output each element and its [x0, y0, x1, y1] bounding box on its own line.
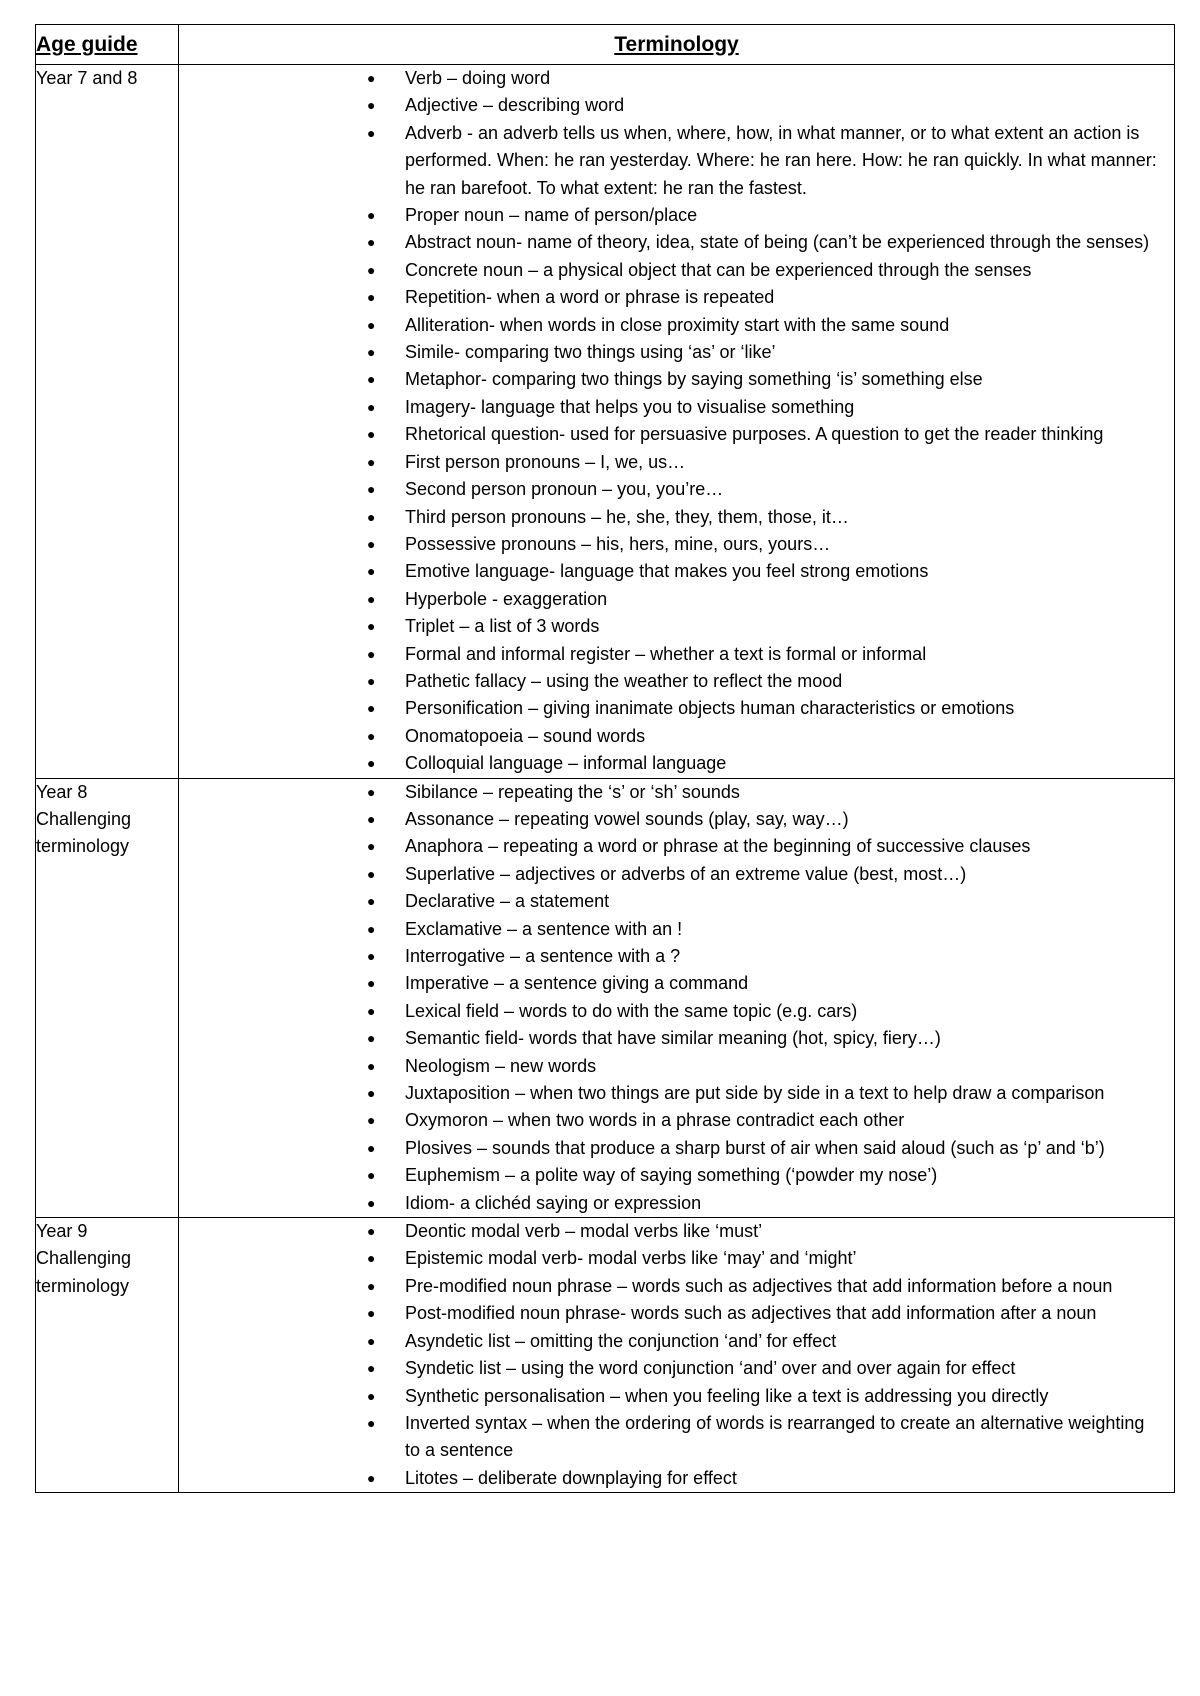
bullet-icon: ●	[367, 316, 376, 333]
bullet-icon: ●	[367, 645, 376, 662]
age-guide-header: Age guide	[36, 25, 179, 65]
term-definition: Pre-modified noun phrase – words such as adjectives that add information before a noun	[405, 1275, 1113, 1296]
term-definition: Simile- comparing two things using ‘as’ or ‘like’	[405, 342, 776, 363]
bullet-icon: ●	[367, 1112, 376, 1129]
term-definition: Triplet – a list of 3 words	[405, 616, 600, 637]
term-definition: Idiom- a clichéd saying or expression	[405, 1192, 702, 1213]
term-definition: Personification – giving inanimate objects human characteristics or emotions	[405, 698, 1015, 719]
age-guide-label: terminology	[36, 836, 130, 857]
bullet-icon: ●	[367, 1360, 376, 1377]
term-definition: Anaphora – repeating a word or phrase at the beginning of successive clauses	[405, 836, 1031, 857]
list-item	[179, 806, 1174, 833]
list-item	[179, 229, 1174, 256]
bullet-icon: ●	[367, 1194, 376, 1211]
list-item	[179, 476, 1174, 503]
term-definition: Syndetic list – using the word conjunction ‘and’ over and over again for effect	[405, 1358, 1016, 1379]
age-guide-label: terminology	[36, 1275, 130, 1296]
list-item	[179, 449, 1174, 476]
terminology-list	[179, 779, 1174, 1218]
bullet-icon: ●	[367, 1469, 376, 1486]
bullet-icon: ●	[367, 672, 376, 689]
table-row	[36, 1218, 1175, 1493]
list-item	[179, 1025, 1174, 1052]
bullet-icon: ●	[367, 344, 376, 361]
bullet-icon: ●	[367, 727, 376, 744]
term-definition: Emotive language- language that makes you feel strong emotions	[405, 561, 929, 582]
term-definition: Assonance – repeating vowel sounds (play, say, way…)	[405, 808, 849, 829]
list-item	[179, 1218, 1174, 1245]
term-definition: Abstract noun- name of theory, idea, state of being (can’t be experienced through the senses)	[405, 232, 1150, 253]
term-definition: Asyndetic list – omitting the conjunction ‘and’ for effect	[405, 1330, 837, 1351]
list-item	[179, 1355, 1174, 1382]
list-item	[179, 586, 1174, 613]
bullet-icon: ●	[367, 289, 376, 306]
list-item	[179, 394, 1174, 421]
bullet-icon: ●	[367, 920, 376, 937]
term-definition: Imagery- language that helps you to visualise something	[405, 396, 855, 417]
list-item	[179, 970, 1174, 997]
age-guide-label: Challenging	[36, 808, 132, 829]
bullet-icon: ●	[367, 398, 376, 415]
term-definition: Superlative – adjectives or adverbs of an extreme value (best, most…)	[405, 863, 967, 884]
bullet-icon: ●	[367, 481, 376, 498]
term-definition: Juxtaposition – when two things are put side by side in a text to help draw a comparison	[405, 1083, 1105, 1104]
term-definition: Adverb - an adverb tells us when, where, how, in what manner, or to what extent an action is performed. When: he ran yesterday. Where: he ran here. How: he ran quickly. In what manner: he ran barefoot. To what extent: he ran the fastest.	[405, 122, 1157, 198]
term-definition: Pathetic fallacy – using the weather to reflect the mood	[405, 670, 843, 691]
term-definition: Formal and informal register – whether a text is formal or informal	[405, 643, 927, 664]
age-guide-label: Year 7 and 8	[36, 68, 138, 88]
terminology-list	[179, 65, 1174, 778]
list-item	[179, 312, 1174, 339]
term-definition: Second person pronoun – you, you’re…	[405, 479, 724, 500]
term-definition: Post-modified noun phrase- words such as adjectives that add information after a noun	[405, 1303, 1097, 1324]
bullet-icon: ●	[367, 590, 376, 607]
bullet-icon: ●	[367, 1223, 376, 1240]
terminology-cell	[179, 65, 1175, 779]
term-definition: Semantic field- words that have similar meaning (hot, spicy, fiery…)	[405, 1028, 941, 1049]
list-item	[179, 1300, 1174, 1327]
bullet-icon: ●	[367, 1305, 376, 1322]
age-guide-cell	[36, 1218, 179, 1493]
term-definition: Exclamative – a sentence with an !	[405, 918, 683, 939]
terminology-cell	[179, 778, 1175, 1218]
list-item	[179, 1107, 1174, 1134]
term-definition: Colloquial language – informal language	[405, 753, 727, 774]
bullet-icon: ●	[367, 1057, 376, 1074]
term-definition: Third person pronouns – he, she, they, them, those, it…	[405, 506, 849, 527]
list-item	[179, 1190, 1174, 1217]
age-guide-cell	[36, 65, 179, 779]
term-definition: Onomatopoeia – sound words	[405, 725, 646, 746]
bullet-icon: ●	[367, 838, 376, 855]
list-item	[179, 1383, 1174, 1410]
term-definition: Hyperbole - exaggeration	[405, 588, 608, 609]
list-item	[179, 1465, 1174, 1492]
table-row	[36, 778, 1175, 1218]
bullet-icon: ●	[367, 1167, 376, 1184]
term-definition: Adjective – describing word	[405, 95, 625, 116]
term-definition: Rhetorical question- used for persuasive purposes. A question to get the reader thinking	[405, 424, 1104, 445]
list-item	[179, 1245, 1174, 1272]
term-definition: Concrete noun – a physical object that can be experienced through the senses	[405, 259, 1032, 280]
bullet-icon: ●	[367, 563, 376, 580]
bullet-icon: ●	[367, 700, 376, 717]
list-item	[179, 202, 1174, 229]
term-definition: Interrogative – a sentence with a ?	[405, 946, 681, 966]
bullet-icon: ●	[367, 783, 376, 800]
term-definition: First person pronouns – I, we, us…	[405, 451, 686, 472]
bullet-icon: ●	[367, 234, 376, 251]
list-item	[179, 531, 1174, 558]
list-item	[179, 1328, 1174, 1355]
age-guide-label: Year 9	[36, 1221, 88, 1242]
bullet-icon: ●	[367, 1414, 376, 1431]
terminology-header: Terminology	[179, 25, 1175, 65]
bullet-icon: ●	[367, 1139, 376, 1156]
list-item	[179, 339, 1174, 366]
list-item	[179, 1162, 1174, 1189]
bullet-icon: ●	[367, 453, 376, 470]
term-definition: Epistemic modal verb- modal verbs like ‘may’ and ‘might’	[405, 1248, 857, 1269]
bullet-icon: ●	[367, 371, 376, 388]
list-item	[179, 1080, 1174, 1107]
list-item	[179, 916, 1174, 943]
list-item	[179, 120, 1174, 202]
list-item	[179, 998, 1174, 1025]
bullet-icon: ●	[367, 1250, 376, 1267]
bullet-icon: ●	[367, 1030, 376, 1047]
term-definition: Plosives – sounds that produce a sharp burst of air when said aloud (such as ‘p’ and ‘b’)	[405, 1137, 1105, 1158]
age-guide-label: Challenging	[36, 1248, 132, 1269]
term-definition: Deontic modal verb – modal verbs like ‘must’	[405, 1221, 763, 1242]
list-item	[179, 888, 1174, 915]
list-item	[179, 1410, 1174, 1465]
bullet-icon: ●	[367, 810, 376, 827]
list-item	[179, 833, 1174, 860]
term-definition: Metaphor- comparing two things by saying something ‘is’ something else	[405, 369, 983, 390]
bullet-icon: ●	[367, 755, 376, 772]
term-definition: Synthetic personalisation – when you feeling like a text is addressing you directly	[405, 1385, 1049, 1406]
term-definition: Declarative – a statement	[405, 891, 610, 912]
term-definition: Lexical field – words to do with the same topic (e.g. cars)	[405, 1000, 858, 1021]
term-definition: Inverted syntax – when the ordering of words is rearranged to create an alternative weighting to a sentence	[405, 1412, 1145, 1461]
term-definition: Alliteration- when words in close proximity start with the same sound	[405, 314, 950, 335]
term-definition: Proper noun – name of person/place	[405, 205, 698, 226]
terminology-cell	[179, 1218, 1175, 1493]
list-item	[179, 641, 1174, 668]
bullet-icon: ●	[367, 865, 376, 882]
bullet-icon: ●	[367, 508, 376, 525]
list-item	[179, 723, 1174, 750]
bullet-icon: ●	[367, 1277, 376, 1294]
list-item	[179, 284, 1174, 311]
bullet-icon: ●	[367, 1387, 376, 1404]
term-definition: Verb – doing word	[405, 68, 551, 88]
list-item	[179, 943, 1174, 970]
bullet-icon: ●	[367, 1332, 376, 1349]
terminology-table	[35, 24, 1175, 1493]
list-item	[179, 504, 1174, 531]
bullet-icon: ●	[367, 1085, 376, 1102]
term-definition: Possessive pronouns – his, hers, mine, ours, yours…	[405, 533, 831, 554]
list-item	[179, 779, 1174, 806]
bullet-icon: ●	[367, 70, 376, 86]
list-item	[179, 421, 1174, 448]
term-definition: Neologism – new words	[405, 1055, 597, 1076]
terminology-list	[179, 1218, 1174, 1492]
bullet-icon: ●	[367, 261, 376, 278]
list-item	[179, 558, 1174, 585]
list-item	[179, 92, 1174, 119]
term-definition: Repetition- when a word or phrase is repeated	[405, 287, 775, 308]
list-item	[179, 1273, 1174, 1300]
bullet-icon: ●	[367, 948, 376, 964]
bullet-icon: ●	[367, 426, 376, 443]
bullet-icon: ●	[367, 1002, 376, 1019]
bullet-icon: ●	[367, 97, 376, 114]
header-row	[36, 25, 1175, 65]
bullet-icon: ●	[367, 975, 376, 992]
table-row	[36, 65, 1175, 779]
bullet-icon: ●	[367, 207, 376, 224]
age-guide-label: Year 8	[36, 781, 88, 802]
list-item	[179, 65, 1174, 92]
list-item	[179, 668, 1174, 695]
list-item	[179, 695, 1174, 722]
term-definition: Sibilance – repeating the ‘s’ or ‘sh’ sounds	[405, 781, 740, 802]
list-item	[179, 257, 1174, 284]
list-item	[179, 750, 1174, 777]
list-item	[179, 861, 1174, 888]
bullet-icon: ●	[367, 893, 376, 910]
list-item	[179, 1053, 1174, 1080]
list-item	[179, 1135, 1174, 1162]
bullet-icon: ●	[367, 535, 376, 552]
term-definition: Euphemism – a polite way of saying something (‘powder my nose’)	[405, 1165, 938, 1186]
term-definition: Oxymoron – when two words in a phrase contradict each other	[405, 1110, 905, 1131]
bullet-icon: ●	[367, 618, 376, 635]
list-item	[179, 366, 1174, 393]
bullet-icon: ●	[367, 124, 376, 141]
age-guide-cell	[36, 778, 179, 1218]
term-definition: Imperative – a sentence giving a command	[405, 973, 749, 994]
list-item	[179, 613, 1174, 640]
term-definition: Litotes – deliberate downplaying for effect	[405, 1467, 737, 1488]
